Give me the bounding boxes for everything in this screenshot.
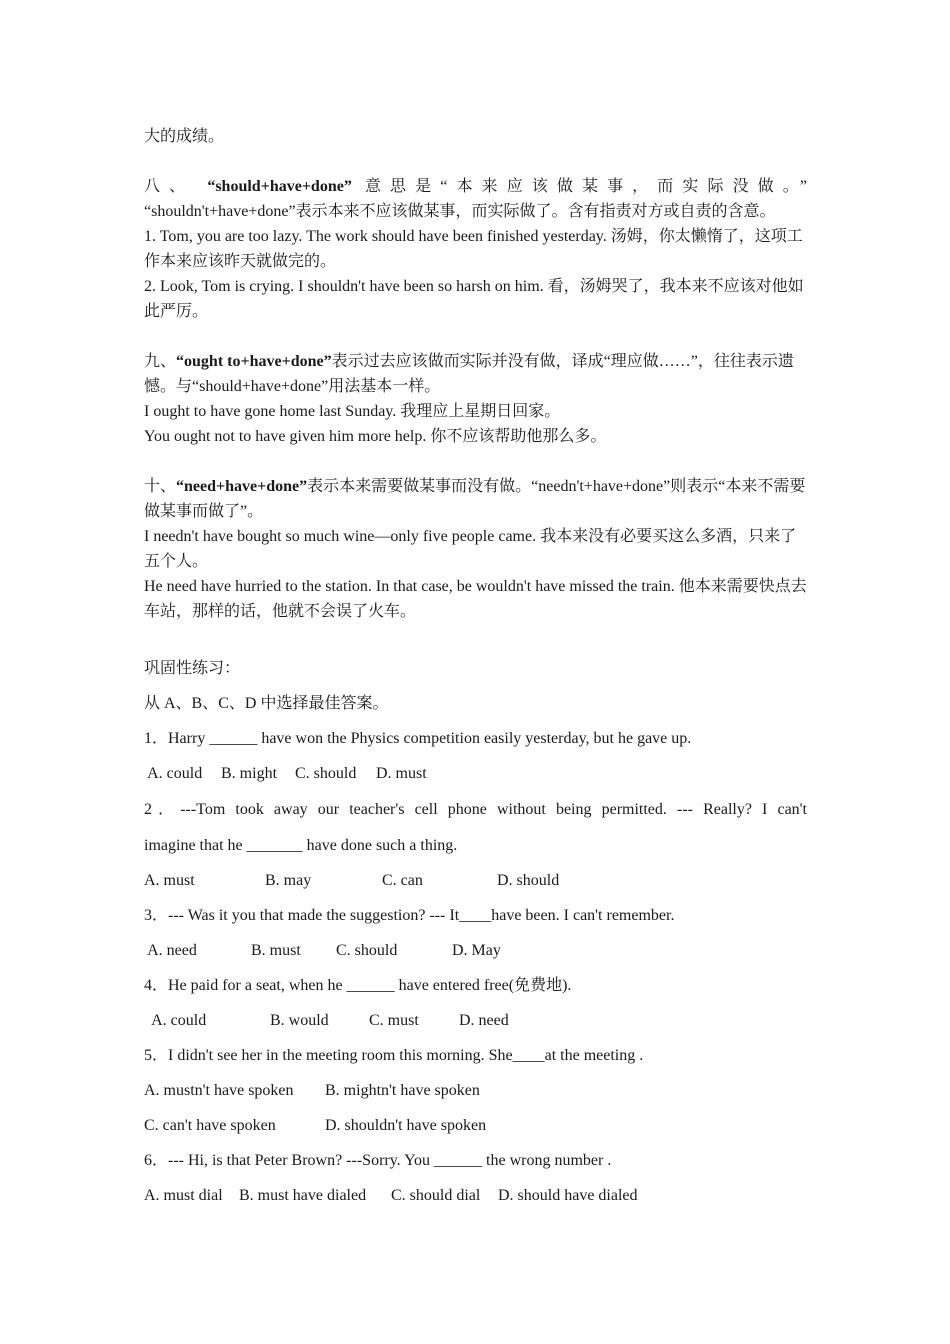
section-8-example-2: 2. Look, Tom is crying. I shouldn't have been so harsh on him. 看，汤姆哭了，我本来不应该对他如此严厉。 [144,278,804,320]
section-9-label: 九、 [144,353,177,370]
question-1-options [144,756,807,791]
option: A. must [144,872,195,889]
section-10 [144,474,807,624]
document-body [144,124,807,1213]
option: A. could [144,1012,207,1029]
question-2-line-1: 2．---Tom took away our teacher's cell phone without being permitted. --- Really? I can't [144,801,807,818]
option: D. need [459,1012,509,1029]
option: D. shouldn't have spoken [325,1117,487,1134]
exercise-section [144,651,807,1213]
section-9-example-1: I ought to have gone home last Sunday. 我理应上星期日回家。 [144,403,561,420]
option: C. must [369,1012,419,1029]
question-2-line-2: imagine that he _______ have done such a thing. [144,837,458,854]
section-9 [144,349,807,449]
exercise-instruction: 从 A、B、C、D 中选择最佳答案。 [144,695,389,712]
option: C. can [382,872,423,889]
option: D. should have dialed [498,1187,638,1204]
question-1: 1．Harry ______ have won the Physics competition easily yesterday, but he gave up. [144,730,692,747]
section-8-heading [144,174,807,199]
option: B. must [251,942,301,959]
option: D. May [452,942,501,959]
exercise-heading: 巩固性练习： [144,660,241,677]
section-9-heading [144,349,807,399]
option: B. mightn't have spoken [325,1082,480,1099]
section-8-meaning-line1: 意思是“本来应该做某事，而实际没做。” [364,178,807,195]
question-6: 6．--- Hi, is that Peter Brown? ---Sorry. You ______ the wrong number . [144,1152,612,1169]
section-8-example-1: 1. Tom, you are too lazy. The work should have been finished yesterday. 汤姆，你太懒惰了，这项工作本来应该昨天就做完的。 [144,228,803,270]
section-10-description: 表示本来需要做某事而没有做。“needn't+have+done”则表示“本来不需要做某事而做了”。 [144,478,806,520]
question-4-options [144,1003,807,1038]
question-2-options [144,863,807,898]
option: B. would [270,1012,329,1029]
section-10-example-1: I needn't have bought so much wine—only five people came. 我本来没有必要买这么多酒，只来了五个人。 [144,528,797,570]
section-8-meaning-line2: “shouldn't+have+done”表示本来不应该做某事，而实际做了。含有指责对方或自责的含意。 [144,203,776,220]
option: D. must [376,765,427,782]
section-8 [144,174,807,324]
option: A. mustn't have spoken [144,1082,294,1099]
question-4: 4．He paid for a seat, when he ______ have entered free(免费地). [144,977,572,994]
option: B. might [221,765,278,782]
option: C. should dial [391,1187,481,1204]
section-10-example-2: He need have hurried to the station. In that case, be wouldn't have missed the train. 他本来需要快点去车站，那样的话，他就不会误了火车。 [144,578,807,620]
section-9-example-2: You ought not to have given him more help. 你不应该帮助他那么多。 [144,428,607,445]
option: C. should [295,765,357,782]
question-5-options-line-2 [144,1108,807,1143]
section-9-term: “ought to+have+done” [176,353,332,370]
section-8-label: 八、 [144,178,195,195]
option: C. should [336,942,398,959]
section-8-term: “should+have+done” [207,178,352,195]
question-6-options [144,1178,807,1213]
question-5-options-line-1 [144,1073,807,1108]
section-9-description: 表示过去应该做而实际并没有做，译成“理应做……”，往往表示遗憾。与“should+have+done”用法基本一样。 [144,353,794,395]
option: A. must dial [144,1187,223,1204]
option: C. can't have spoken [144,1117,276,1134]
section-10-heading [144,474,807,524]
section-10-term: “need+have+done” [176,478,308,495]
question-3: 3．--- Was it you that made the suggestion? --- It____have been. I can't remember. [144,907,675,924]
option: A. could [144,765,203,782]
option: B. may [265,872,312,889]
option: D. should [497,872,560,889]
option: B. must have dialed [239,1187,367,1204]
section-10-label: 十、 [144,478,177,495]
intro-line: 大的成绩。 [144,128,225,145]
option: A. need [144,942,197,959]
question-3-options [144,933,807,968]
question-5: 5．I didn't see her in the meeting room this morning. She____at the meeting . [144,1047,644,1064]
